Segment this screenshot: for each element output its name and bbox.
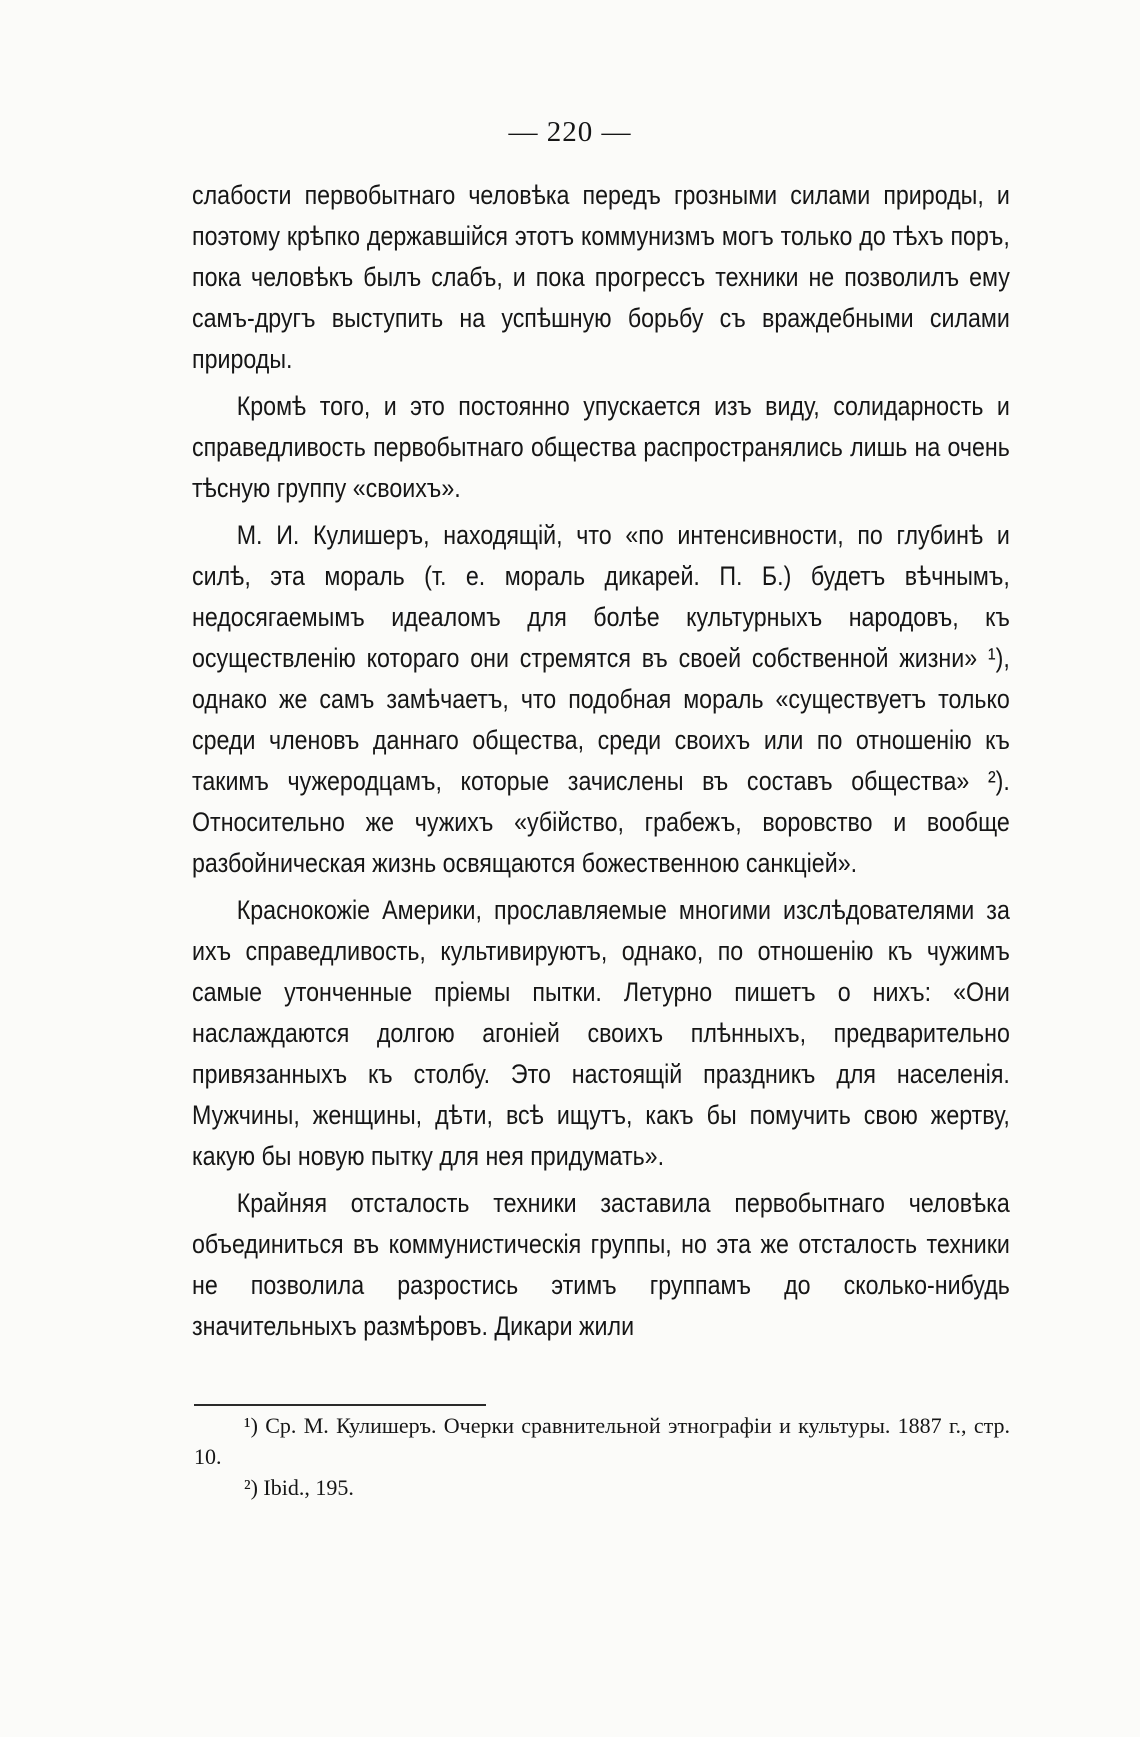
page-number: — 220 —	[508, 116, 632, 148]
paragraph-continuation: слабости первобытнаго человѣка передъ грозными силами природы, и поэтому крѣпко державшiйся этотъ коммунизмъ могъ только до тѣхъ поръ, пока человѣкъ былъ слабъ, и пока прогрессъ техники не позволилъ ему самъ-другъ выступить на успѣшную борьбу съ враждебными силами природы.	[192, 180, 1010, 374]
footnote-1: ¹) Ср. М. Кулишеръ. Очерки сравнительной этнографiи и культуры. 1887 г., стр. 10.	[194, 1413, 1010, 1469]
paragraph: Крайняя отсталость техники заставила первобытнаго человѣка объединиться въ коммунистическiя группы, но эта же отсталость техники не позволила разростись этимъ группамъ до сколько-нибудь значительныхъ размѣровъ. Дикари жили	[192, 1188, 1010, 1341]
paragraph: Кромѣ того, и это постоянно упускается изъ виду, солидарность и справедливость первобытнаго общества распространялись лишь на очень тѣсную группу «своихъ».	[192, 391, 1010, 503]
footnote-divider	[194, 1404, 486, 1406]
main-text	[192, 175, 1010, 1353]
paragraph: М. И. Кулишеръ, находящiй, что «по интенсивности, по глубинѣ и силѣ, эта мораль (т. е. мораль дикарей. П. Б.) будетъ вѣчнымъ, недосягаемымъ идеаломъ для болѣе культурныхъ народовъ, къ осуществленiю котораго они стремятся въ своей собственной жизни» ¹), однако же самъ замѣчаетъ, что подобная мораль «существуетъ только среди членовъ даннаго общества, среди своихъ или по отношенiю къ такимъ чужеродцамъ, которые зачислены въ составъ общества» ²). Относительно же чужихъ «убiйство, грабежъ, воровство и вообще разбойническая жизнь освящаются божественною санкцiей».	[192, 520, 1010, 878]
footnote-2: ²) Ibid., 195.	[244, 1475, 354, 1500]
paragraph: Краснокожiе Америки, прославляемые многими изслѣдователями за ихъ справедливость, культивируютъ, однако, по отношенiю къ чужимъ самые утонченные прiемы пытки. Летурно пишетъ о нихъ: «Они наслаждаются долгою агонiей своихъ плѣнныхъ, предварительно привязанныхъ къ столбу. Это настоящiй праздникъ для населенiя. Мужчины, женщины, дѣти, всѣ ищутъ, какъ бы помучить свою жертву, какую бы новую пытку для нея придумать».	[192, 895, 1010, 1171]
footnotes	[194, 1410, 1010, 1503]
